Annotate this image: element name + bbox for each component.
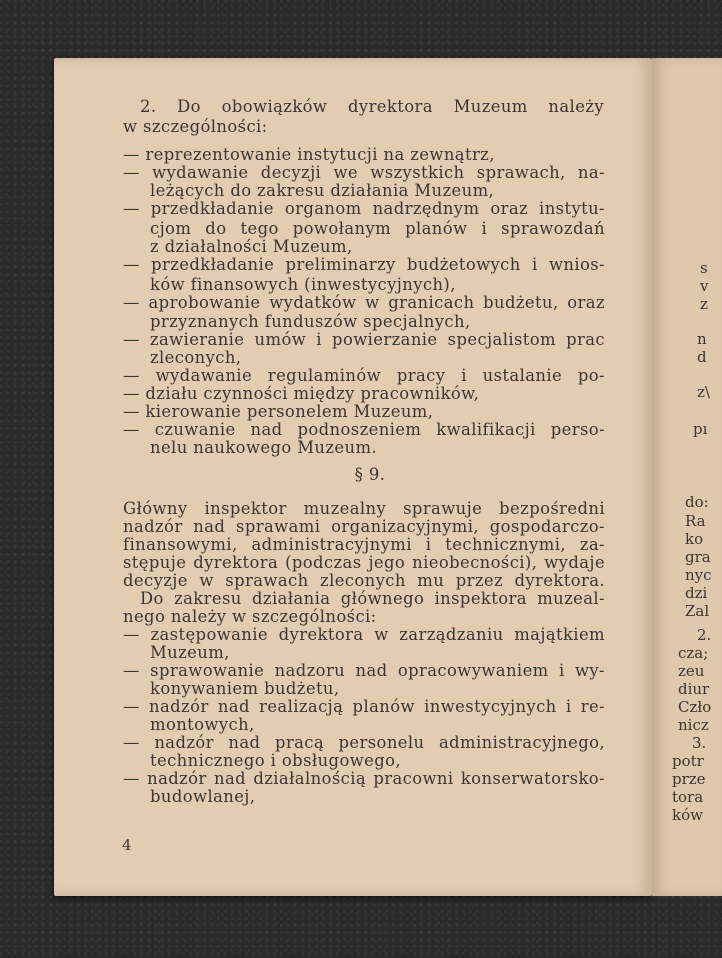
text-line: leżących do zakresu działania Muzeum, xyxy=(150,181,495,200)
text-line: budowlanej, xyxy=(150,787,256,806)
right-page-fragment: cza; xyxy=(678,644,709,662)
text-line: nadzór nad sprawami organizacyjnymi, gospodarczo- xyxy=(123,517,605,536)
text-line: — przedkładanie preliminarzy budżetowych i wnios- xyxy=(123,255,605,274)
text-line: 2. Do obowiązków dyrektora Muzeum należy xyxy=(140,97,604,116)
page-number: 4 xyxy=(122,836,132,854)
text-line: — nadzór nad realizacją planów inwestycyjnych i re- xyxy=(123,697,605,716)
text-line: — działu czynności między pracowników, xyxy=(123,384,480,403)
right-page-fragment: nicz xyxy=(678,716,709,734)
right-page-fragment: dzi xyxy=(685,584,708,602)
right-page-fragment: 2. xyxy=(697,626,712,644)
text-line: cjom do tego powołanym planów i sprawozdań xyxy=(150,219,605,238)
text-line: konywaniem budżetu, xyxy=(150,679,340,698)
right-page-fragment: potr xyxy=(672,752,704,770)
right-page-fragment: prze xyxy=(672,770,706,788)
right-page-fragment: 3. xyxy=(692,734,707,752)
right-page-fragment: tora xyxy=(672,788,704,806)
text-line: — sprawowanie nadzoru nad opracowywaniem i wy- xyxy=(123,661,605,680)
text-line: — zawieranie umów i powierzanie specjalistom prac xyxy=(123,330,605,349)
text-line: z działalności Muzeum, xyxy=(150,237,353,256)
text-line: w szczególności: xyxy=(123,117,268,136)
right-page-fragment: pı xyxy=(693,420,708,438)
right-page-fragment: Zal xyxy=(685,602,710,620)
text-line: — zastępowanie dyrektora w zarządzaniu majątkiem xyxy=(123,625,605,644)
text-line: stępuje dyrektora (podczas jego nieobecności), wydaje xyxy=(123,553,605,572)
text-line: — kierowanie personelem Muzeum, xyxy=(123,402,434,421)
section-heading: § 9. xyxy=(354,465,386,484)
right-page-fragment: s xyxy=(700,259,708,277)
text-line: finansowymi, administracyjnymi i technicznymi, za- xyxy=(123,535,605,554)
text-line: — czuwanie nad podnoszeniem kwalifikacji perso- xyxy=(123,420,605,439)
text-line: — reprezentowanie instytucji na zewnątrz, xyxy=(123,145,495,164)
right-page-fragment: ków xyxy=(672,806,703,824)
text-line: Główny inspektor muzealny sprawuje bezpośredni xyxy=(123,499,605,518)
text-line: montowych, xyxy=(150,715,255,734)
text-line: technicznego i obsługowego, xyxy=(150,751,402,770)
text-line: nelu naukowego Muzeum. xyxy=(150,438,378,457)
text-line: — nadzór nad pracą personelu administracyjnego, xyxy=(123,733,605,752)
right-page-fragment: diur xyxy=(678,680,710,698)
right-page-fragment: Ra xyxy=(685,512,706,530)
text-line: decyzje w sprawach zleconych mu przez dyrektora. xyxy=(123,571,605,590)
right-page-fragment: zeu xyxy=(678,662,705,680)
right-page-fragment: do: xyxy=(685,493,709,511)
text-line: Do zakresu działania głównego inspektora muzeal- xyxy=(140,589,605,608)
right-page-fragment: gra xyxy=(685,548,711,566)
text-line: nego należy w szczególności: xyxy=(123,607,377,626)
text-line: — wydawanie decyzji we wszystkich sprawach, na- xyxy=(123,163,605,182)
right-page-fragment: nyc xyxy=(685,566,712,584)
text-line: — aprobowanie wydatków w granicach budżetu, oraz xyxy=(123,293,605,312)
text-line: Muzeum, xyxy=(150,643,230,662)
right-page-fragment: v xyxy=(700,277,709,295)
text-line: — przedkładanie organom nadrzędnym oraz instytu- xyxy=(123,199,605,218)
text-line: — nadzór nad działalnością pracowni konserwatorsko- xyxy=(123,769,605,788)
text-line: ków finansowych (inwestycyjnych), xyxy=(150,275,456,294)
text-line: — wydawanie regulaminów pracy i ustalanie po- xyxy=(123,366,605,385)
right-page-fragment: z xyxy=(700,295,708,313)
right-page-fragment: z\ xyxy=(697,383,710,401)
right-page-fragment: n xyxy=(697,330,707,348)
text-line: zleconych, xyxy=(150,348,242,367)
right-page-fragment: ko xyxy=(685,530,704,548)
right-page-fragment: Czło xyxy=(678,698,712,716)
text-line: przyznanych funduszów specjalnych, xyxy=(150,312,471,331)
right-page-fragment: d xyxy=(697,348,707,366)
